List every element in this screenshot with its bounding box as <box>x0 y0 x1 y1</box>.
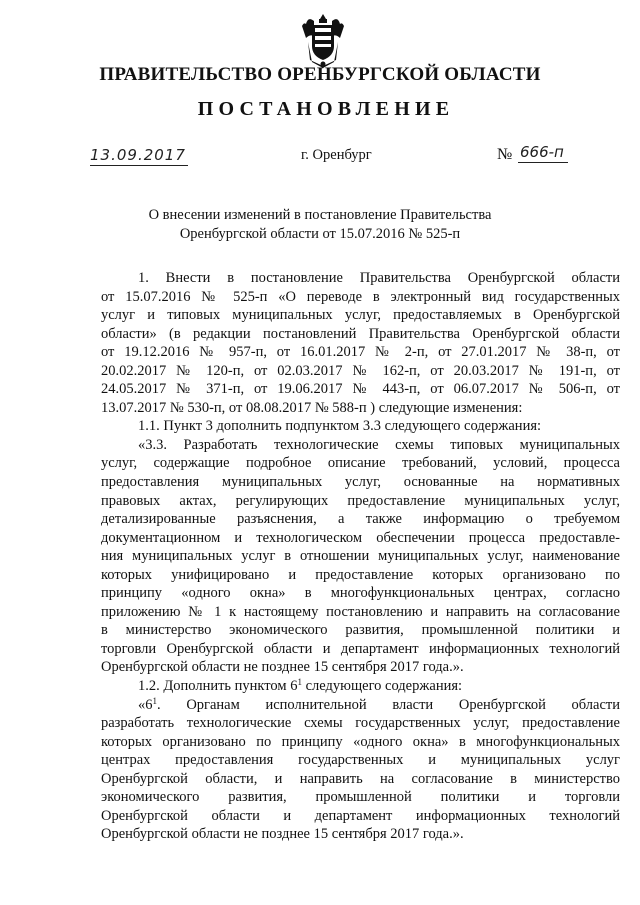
body-line: приложению № 1 к настоящему постановлению и направить на согласование <box>101 603 620 620</box>
body-line: 13.07.2017 № 530-п, от 08.08.2017 № 588-п ) следующие изменения: <box>101 399 523 416</box>
document-type: ПОСТАНОВЛЕНИЕ <box>197 98 455 120</box>
document-city: г. Оренбург <box>301 147 372 163</box>
body-line: Оренбургской области не позднее 15 сентября 2017 года.». <box>101 659 464 676</box>
document-body <box>101 269 620 844</box>
body-line: документационном и технологическом обеспечении процесса предоставле- <box>101 529 620 546</box>
body-line: принципу «одного окна» в многофункциональных центрах, согласно <box>101 585 620 602</box>
government-name: ПРАВИТЕЛЬСТВО ОРЕНБУРГСКОЙ ОБЛАСТИ <box>99 64 541 85</box>
body-line: 20.02.2017 № 120-п, от 02.03.2017 № 162-п, от 20.03.2017 № 191-п, от <box>101 362 620 379</box>
body-line: в министерство экономического развития, промышленной политики и <box>101 622 620 639</box>
body-line: «$6^1$. Органам исполнительной власти Оренбургской области <box>138 695 620 713</box>
document-date: 13.09.2017 <box>90 146 186 164</box>
body-line: ния муниципальных услуг в отношении муниципальных услуг, наименование <box>101 548 620 565</box>
document-number: 666-п <box>518 143 568 163</box>
coat-of-arms-icon <box>300 12 346 70</box>
body-line: Оренбургской области и департамент информационных технологий <box>101 807 620 824</box>
body-line: услуг и типовых муниципальных услуг, предоставляемых в Оренбургской <box>101 307 620 324</box>
body-line: 24.05.2017 № 371-п, от 19.06.2017 № 443-п, от 06.07.2017 № 506-п, от <box>101 381 620 398</box>
document-number-label: № <box>497 146 513 163</box>
body-line: области» (в редакции постановлений Правительства Оренбургской области <box>101 325 620 342</box>
body-line: разработать технологические схемы государственных услуг, предоставление <box>101 715 620 732</box>
body-line: услуг, содержащие подробное описание требований, условий, процесса <box>101 455 620 472</box>
body-line: Оренбургской области, и направить на согласование в министерство <box>101 770 620 787</box>
body-line: 1. Внести в постановление Правительства Оренбургской области <box>138 270 620 286</box>
title-line: О внесении изменений в постановление Правительства <box>148 207 492 223</box>
body-line: «3.3. Разработать технологические схемы типовых муниципальных <box>138 436 620 453</box>
body-line: торговли Оренбургской области и департамент информационных технологий <box>101 640 620 657</box>
body-line: правовых актах, регулирующих предоставление муниципальных услуг, <box>101 492 620 509</box>
body-line: которых организовано по принципу «одного окна» в многофункциональных <box>101 733 620 750</box>
body-line: 1.1. Пункт 3 дополнить подпунктом 3.3 следующего содержания: <box>138 418 542 435</box>
body-line: Оренбургской области не позднее 15 сентября 2017 года.». <box>101 826 464 843</box>
body-line: предоставления муниципальных услуг, основанные на нормативных <box>101 474 620 491</box>
body-line: центрах предоставления государственных и муниципальных услуг <box>101 752 620 769</box>
document-title <box>0 206 640 244</box>
body-line: 1.2. Дополнить пунктом $6^1$ следующего содержания: <box>138 677 463 695</box>
body-line: от 15.07.2016 № 525-п «О переводе в электронный вид государственных <box>101 288 620 305</box>
body-line: детализированные разъяснения, а также информацию о требуемом <box>101 511 620 528</box>
body-line: которых унифицировано и предоставление которых организовано по <box>101 566 620 583</box>
body-line: экономического развития, промышленной политики и торговли <box>101 789 620 806</box>
document-header <box>0 64 640 121</box>
title-line: Оренбургской области от 15.07.2016 № 525-п <box>179 226 461 242</box>
body-line: от 19.12.2016 № 957-п, от 16.01.2017 № 2-п, от 27.01.2017 № 38-п, от <box>101 344 620 361</box>
